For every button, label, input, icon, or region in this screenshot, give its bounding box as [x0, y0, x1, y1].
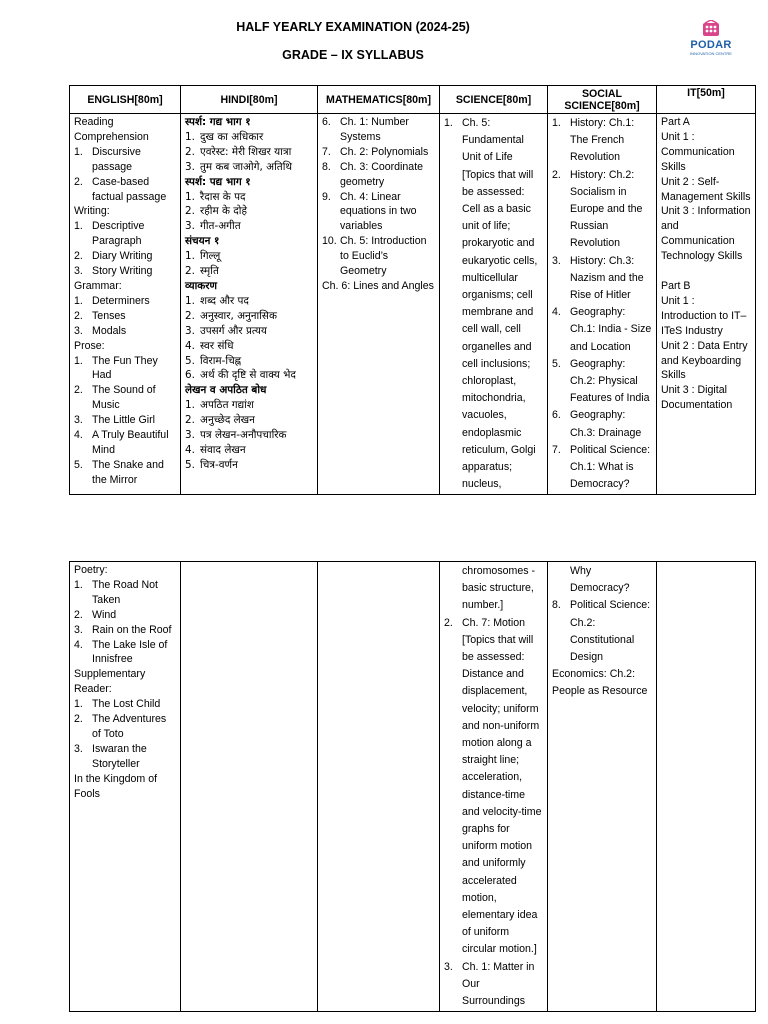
table-row [70, 562, 756, 1012]
list-item-number: 2. [74, 175, 83, 188]
table-row [70, 114, 756, 495]
list-item-number: 1. [74, 220, 83, 233]
list-item-text: एवरेस्ट: मेरी शिखर यात्रा [200, 145, 292, 158]
list-item [74, 249, 176, 264]
list-item-number: 3. [444, 960, 453, 973]
list-item-text: History: Ch.3: Nazism and the Rise of Hitler [570, 254, 644, 302]
logo-mark-icon [701, 20, 721, 38]
list-item [74, 623, 176, 638]
list-item-text: उपसर्ग और प्रत्यय [200, 324, 267, 337]
list-item: स्पर्श: गद्य भाग १ [185, 116, 251, 128]
list-item [74, 638, 176, 668]
list-item-number: 7. [322, 145, 331, 158]
list-item-text: History: Ch.1: The French Revolution [570, 117, 635, 164]
list-item-number: 1. [444, 117, 453, 129]
list-item [74, 742, 176, 772]
list-item-text: The Adventures of Toto [92, 713, 167, 740]
list-item-text: The Fun They Had [92, 354, 158, 382]
list-item-number: 3. [74, 324, 83, 337]
list-item: संचयन १ [185, 235, 220, 248]
list-item [185, 443, 313, 458]
list-item [185, 294, 313, 309]
hindi-cell [181, 562, 318, 1012]
col-header-mathematics: MATHEMATICS[80m] [318, 86, 440, 114]
list-item-number: 2. [74, 384, 83, 397]
col-header-hindi: HINDI[80m] [181, 86, 318, 114]
list-item [322, 234, 435, 279]
list-item: Writing: [74, 205, 110, 218]
list-item [185, 368, 313, 383]
list-item-number: 4. [185, 339, 195, 352]
list-item [552, 304, 652, 356]
list-item-number: 6. [322, 116, 331, 128]
col-header-science: SCIENCE[80m] [440, 86, 548, 114]
list-item: लेखन व अपठित बोध [185, 384, 267, 397]
list-item-text: स्वर संधि [200, 339, 234, 352]
list-item-number: 4. [185, 443, 195, 456]
list-item-text: A Truly Beautiful Mind [92, 429, 169, 456]
list-item-text: Determiners [92, 294, 150, 307]
list-item-text: The Lake Isle of Innisfree [92, 638, 168, 666]
list-item [74, 145, 176, 175]
list-item [185, 324, 313, 339]
podar-logo [678, 20, 744, 64]
list-item [185, 339, 313, 354]
logo-brand: PODAR [690, 39, 732, 51]
list-item-text: History: Ch.2: Socialism in Europe and the Russian Revolution [570, 168, 643, 250]
list-item [74, 354, 176, 384]
list-item-number: 2. [444, 616, 453, 629]
col-header-it: IT[50m] [657, 86, 756, 114]
list-item-text: The Snake and the Mirror [92, 458, 164, 486]
list-item-number: 7. [552, 443, 561, 456]
list-item [74, 264, 176, 279]
list-item [552, 115, 652, 167]
list-item-number: 9. [322, 190, 331, 203]
list-item-text: अर्थ की दृष्टि से वाक्य भेद [200, 369, 296, 382]
list-item-text: Geography: Ch.3: Drainage [570, 409, 642, 439]
list-item [74, 428, 176, 458]
list-item-text: Geography: Ch.1: India - Size and Location [570, 306, 652, 353]
list-item-text: The Sound of Music [92, 384, 156, 412]
list-item-number: 5. [185, 354, 195, 367]
list-item-text: गीत-अगीत [200, 220, 241, 233]
list-item [185, 249, 313, 264]
list-item-number: 1. [185, 399, 195, 412]
list-item-number: 1. [74, 578, 83, 591]
list-item: Poetry: [74, 564, 108, 576]
list-item: In the Kingdom of Fools [74, 772, 158, 800]
it-cell [657, 562, 756, 1012]
list-item [185, 190, 313, 205]
list-item [74, 219, 176, 249]
list-item-number: 1. [74, 294, 83, 307]
list-item-text: अनुच्छेद लेखन [200, 414, 255, 427]
list-item [74, 578, 176, 608]
list-item-text: Iswaran the Storyteller [92, 742, 147, 770]
list-item-number [552, 563, 570, 597]
list-item [185, 145, 313, 160]
list-item-number: 1. [74, 145, 83, 158]
list-item-number: 2. [74, 713, 83, 726]
list-item-text: chromosomes - basic structure, number.] [462, 565, 535, 612]
list-item-number: 2. [74, 250, 83, 263]
list-item [185, 309, 313, 324]
list-item-text: Political Science: Ch.2: Constitutional Design [570, 599, 651, 664]
social-science-cell [548, 114, 657, 495]
list-item [444, 615, 543, 959]
list-item-number: 2. [552, 168, 561, 181]
english-cell [70, 562, 181, 1012]
list-item-number: 1. [185, 130, 195, 143]
list-item-text: रहीम के दोहे [200, 205, 247, 218]
list-item [185, 130, 313, 145]
english-cell [70, 114, 181, 495]
list-item [185, 204, 313, 219]
list-item [185, 458, 313, 473]
list-item-text: Discursive passage [92, 145, 141, 173]
list-item [444, 959, 543, 1011]
list-item-number: 4. [552, 306, 561, 319]
list-item-text: अपठित गद्यांश [200, 399, 254, 412]
list-item [74, 175, 176, 205]
list-item: Reading [74, 116, 114, 128]
list-item [74, 712, 176, 742]
list-item-number: 1. [185, 294, 195, 307]
list-item-text: स्मृति [200, 265, 219, 278]
list-item [185, 264, 313, 279]
list-item-number: 1. [185, 190, 195, 203]
list-item-text: Political Science: Ch.1: What is Democracy? [570, 443, 651, 491]
list-item-text: Diary Writing [92, 250, 153, 263]
list-item-text: Rain on the Roof [92, 623, 172, 636]
list-item-number: 3. [185, 220, 195, 233]
list-item-number: 3. [185, 160, 195, 173]
social-science-cell [548, 562, 657, 1012]
list-item [444, 115, 543, 493]
list-item-number: 1. [74, 354, 83, 367]
list-item-text: The Road Not Taken [92, 578, 158, 606]
mathematics-cell [318, 114, 440, 495]
list-item-text: संवाद लेखन [200, 443, 246, 456]
list-item-number: 8. [322, 160, 331, 173]
list-item [185, 160, 313, 175]
list-item-number: 2. [185, 309, 195, 322]
list-item [661, 264, 751, 279]
list-item [552, 407, 652, 441]
list-item-number: 3. [74, 623, 83, 636]
list-item [74, 608, 176, 623]
list-item [74, 458, 176, 488]
list-item [552, 442, 652, 494]
list-item-text: Wind [92, 608, 117, 621]
list-item-text: Geography: Ch.2: Physical Features of India [570, 357, 650, 405]
list-item-text: पत्र लेखन-अनौपचारिक [200, 429, 287, 442]
list-item [74, 383, 176, 413]
list-item [322, 145, 435, 160]
list-item-text: Ch. 5: Fundamental Unit of Life [Topics that will be assessed: Cell as a basic unit of life; prokaryotic and eukaryotic cells, multicellular organisms; cell membrane and cell wall, cell organelles and cell inclusions; chloroplast, mitochondria, vacuoles, endoplasmic reticulum, Golgi apparatus; nucleus, [462, 117, 538, 491]
list-item-number: 4. [74, 429, 83, 442]
col-header-english: ENGLISH[80m] [70, 86, 181, 114]
exam-title: HALF YEARLY EXAMINATION (2024-25) [236, 20, 470, 34]
list-item [552, 167, 652, 253]
list-item: Supplementary Reader: [74, 668, 146, 696]
list-item [552, 563, 652, 597]
list-item-text: तुम कब जाओगे, अतिथि [200, 160, 293, 173]
table-header-row [70, 86, 756, 114]
list-item-number: 1. [552, 117, 561, 129]
science-cell [440, 562, 548, 1012]
list-item-number: 10. [322, 235, 337, 248]
list-item: Unit 3 : Information and Communication Technology Skills [661, 205, 751, 263]
list-item-text: Tenses [92, 309, 126, 322]
list-item [74, 413, 176, 428]
list-item-number: 2. [185, 145, 195, 158]
list-item: Grammar: [74, 279, 122, 292]
hindi-cell [181, 114, 318, 495]
list-item-number: 4. [74, 638, 83, 651]
list-item-text: Ch. 7: Motion [Topics that will be assessed: Distance and displacement, velocity; uniform and non-uniform motion along a straight line; acceleration, distance-time and velocity-time graphs for uniform motion and uniformly accelerated motion, elementary idea of uniform circular motion.] [462, 616, 542, 956]
list-item [74, 324, 176, 339]
list-item-text: Story Writing [92, 265, 153, 278]
list-item [185, 398, 313, 413]
list-item: Unit 2 : Self-Management Skills [661, 175, 751, 203]
list-item-text: The Little Girl [92, 414, 155, 427]
list-item [552, 253, 652, 305]
list-item: Part B [661, 279, 691, 292]
list-item-number: 3. [74, 742, 83, 755]
list-item-text: दुख का अधिकार [200, 130, 264, 143]
list-item [552, 597, 652, 666]
list-item [322, 160, 435, 190]
syllabus-table-page-1 [69, 85, 756, 495]
it-cell [657, 114, 756, 495]
list-item [552, 356, 652, 408]
list-item: Part A [661, 116, 690, 128]
list-item [74, 697, 176, 712]
list-item [322, 115, 435, 145]
list-item-text: अनुस्वार, अनुनासिक [200, 309, 277, 322]
list-item-number: 6. [552, 409, 561, 422]
list-item-text: शब्द और पद [200, 294, 249, 307]
list-item-number: 3. [74, 414, 83, 427]
list-item-text: Ch. 4: Linear equations in two variables [340, 190, 417, 233]
list-item-number: 2. [74, 608, 83, 621]
list-item-text: चित्र-वर्णन [200, 458, 238, 471]
list-item [74, 294, 176, 309]
list-item-text: Ch. 1: Matter in Our Surroundings [462, 960, 535, 1008]
list-item-number: 8. [552, 599, 561, 612]
list-item [322, 190, 435, 235]
list-item-text: Why Democracy? [570, 565, 630, 595]
list-item-number [444, 563, 462, 615]
list-item: Unit 2 : Data Entry and Keyboarding Skills [661, 339, 748, 382]
list-item [74, 309, 176, 324]
list-item: Prose: [74, 339, 105, 352]
list-item-text: Ch. 1: Number Systems [340, 116, 409, 143]
list-item-number: 6. [185, 369, 195, 382]
list-item-number: 5. [185, 458, 195, 471]
list-item-text: The Lost Child [92, 698, 161, 711]
list-item-number: 2. [185, 414, 195, 427]
list-item-number: 3. [552, 254, 561, 267]
list-item-number: 3. [185, 429, 195, 442]
logo-tagline: INNOVATION CENTRE [690, 51, 732, 56]
list-item: Ch. 6: Lines and Angles [322, 279, 434, 292]
list-item: Unit 1 : Introduction to IT–ITeS Industry [661, 294, 747, 337]
list-item: Unit 3 : Digital Documentation [661, 384, 733, 412]
list-item-number: 1. [74, 698, 83, 711]
list-item-text: Modals [92, 324, 127, 337]
list-item: Comprehension [74, 130, 149, 143]
list-item-number: 5. [74, 458, 83, 471]
syllabus-table-page-2 [69, 561, 756, 1012]
list-item [185, 428, 313, 443]
list-item [185, 413, 313, 428]
list-item-text: रैदास के पद [200, 190, 246, 203]
list-item-text: Ch. 3: Coordinate geometry [340, 160, 424, 188]
list-item-text: Case-based factual passage [92, 175, 167, 203]
grade-syllabus-title: GRADE – IX SYLLABUS [282, 48, 424, 62]
list-item-number: 2. [74, 309, 83, 322]
list-item: स्पर्श: पद्य भाग १ [185, 175, 251, 188]
list-item: Economics: Ch.2: People as Resource [552, 668, 648, 698]
list-item [444, 563, 543, 615]
list-item [185, 354, 313, 369]
list-item-text: विराम-चिह्न [200, 354, 242, 367]
list-item-number: 2. [185, 205, 195, 218]
col-header-social-science: SOCIAL SCIENCE[80m] [548, 86, 657, 114]
list-item [185, 219, 313, 234]
list-item-number: 5. [552, 357, 561, 370]
list-item: Unit 1 : Communication Skills [661, 130, 735, 173]
list-item-text: Ch. 2: Polynomials [340, 145, 429, 158]
list-item-number: 2. [185, 265, 195, 278]
list-item-number: 1. [185, 250, 195, 263]
list-item-number: 3. [74, 265, 83, 278]
list-item-text: Descriptive Paragraph [92, 220, 145, 248]
list-item-text: Ch. 5: Introduction to Euclid’s Geometry [340, 235, 427, 278]
mathematics-cell [318, 562, 440, 1012]
list-item-text: गिल्लू [200, 250, 221, 263]
list-item: व्याकरण [185, 279, 218, 292]
science-cell [440, 114, 548, 495]
list-item-number: 3. [185, 324, 195, 337]
